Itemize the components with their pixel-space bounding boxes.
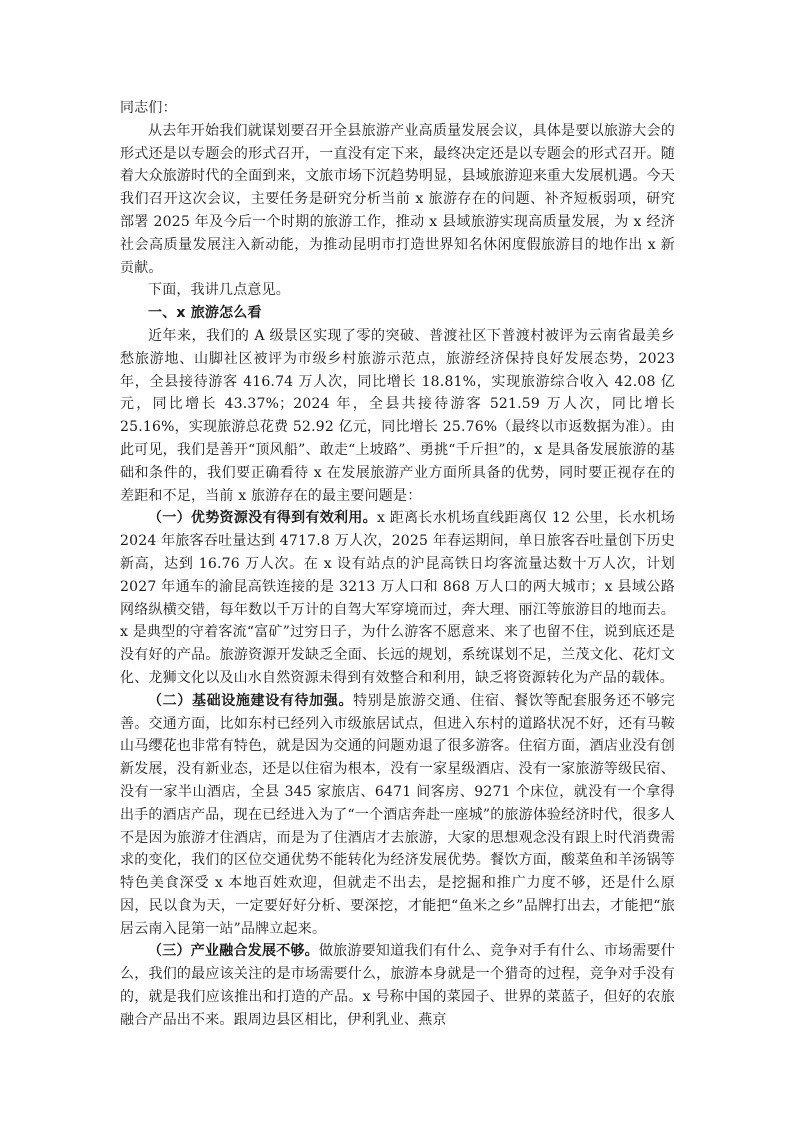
point-3-heading: （三）产业融合发展不够。: [148, 943, 319, 960]
point-1-paragraph: [120, 507, 675, 689]
speech-document: [120, 97, 675, 1032]
transition-paragraph: 下面，我讲几点意见。: [148, 282, 290, 299]
section-heading: 一、x 旅游怎么看: [148, 305, 262, 322]
point-3-body: 做旅游要知道我们有什么、竞争对手有什么、市场需要什么，我们的最应该关注的是市场需要什么，旅游本身就是一个猎奇的过程，竞争对手没有的，就是我们应该推出和打造的产品。x 号称中国的菜园子、世界的菜蓝子，但好的农旅融合产品出不来。跟周边县区相比，伊利乳业、燕京: [120, 943, 675, 1028]
intro-paragraph: 从去年开始我们就谋划要召开全县旅游产业高质量发展会议，具体是要以旅游大会的形式还是以专题会的形式召开，一直没有定下来，最终决定还是以专题会的形式召开。随着大众旅游时代的全面到来，文旅市场下沉趋势明显，县域旅游迎来重大发展机遇。今天我们召开这次会议，主要任务是研究分析当前 x 旅游存在的问题、补齐短板弱项，研究部署 2025 年及今后一个时期的旅游工作，推动 x 县域旅游实现高质量发展，为 x 经济社会高质量发展注入新动能，为推动昆明市打造世界知名休闲度假旅游目的地作出 x 新贡献。: [120, 122, 675, 276]
point-1-body: x 距离长水机场直线距离仅 12 公里，长水机场 2024 年旅客吞吐量达到 4717.8 万人次，2025 年春运期间，单日旅客吞吐量创下历史新高，达到 16.76 万人次。在 x 设有站点的沪昆高铁日均客流量达数十万人次，计划 2027 年通车的渝昆高铁连接的是 3213 万人口和 868 万人口的两大城市；x 县域公路网络纵横交错，每年数以千万计的自驾大军穿境而过，奔大理、丽江等旅游目的地而去。x 是典型的守着客流“富矿”过穷日子，为什么游客不愿意来、来了也留不住，说到底还是没有好的产品。旅游资源开发缺乏全面、长远的规划，系统谋划不足，兰茂文化、花灯文化、龙狮文化以及山水自然资源未得到有效整合和利用，缺乏将资源转化为产品的载体。: [120, 510, 675, 686]
point-1-heading: （一）优势资源没有得到有效利用。: [148, 510, 377, 527]
point-2-paragraph: [120, 690, 675, 941]
overview-paragraph: 近年来，我们的 A 级景区实现了零的突破、普渡社区下普渡村被评为云南省最美乡愁旅游地、山脚社区被评为市级乡村旅游示范点，旅游经济保持良好发展态势，2023 年，全县接待游客 416.74 万人次，同比增长 18.81%，实现旅游综合收入 42.08 亿元，同比增长 43.37%；2024 年，全县共接待游客 521.59 万人次，同比增长 25.16%，实现旅游总花费 52.92 亿元，同比增长 25.76%（最终以市返数据为准）。由此可见，我们是善开“顶风船”、敢走“上坡路”、勇挑“千斤担”的，x 是具备发展旅游的基础和条件的，我们要正确看待 x 在发展旅游产业方面所具备的优势，同时要正视存在的差距和不足，当前 x 旅游存在的最主要问题是：: [120, 327, 675, 504]
salutation: 同志们：: [120, 100, 177, 116]
point-2-body: 特别是旅游交通、住宿、餐饮等配套服务还不够完善。交通方面，比如东村已经列入市级旅居试点，但进入东村的道路状况不好，还有马鞍山马缨花也非常有特色，就是因为交通的问题劝退了很多游客。住宿方面，酒店业没有创新发展，没有新业态，还是以住宿为根本，没有一家星级酒店、没有一家旅游等级民宿、没有一家半山酒店，全县 345 家旅店、6471 间客房、9271 个床位，就没有一个拿得出手的酒店产品，现在已经进入为了“一个酒店奔赴一座城”的旅游体验经济时代，很多人不是因为旅游才住酒店，而是为了住酒店才去旅游，大家的思想观念没有跟上时代消费需求的变化，我们的区位交通优势不能转化为经济发展优势。餐饮方面，酸菜鱼和羊汤锅等特色美食深受 x 本地百姓欢迎，但就走不出去，是挖掘和推广力度不够，还是什么原因，民以食为天，一定要好好分析、要深挖，才能把“鱼米之乡”品牌打出去，才能把“旅居云南入昆第一站”品牌立起来。: [120, 692, 675, 937]
point-2-heading: （二）基础设施建设有待加强。: [148, 692, 354, 709]
point-3-paragraph: [120, 940, 675, 1031]
